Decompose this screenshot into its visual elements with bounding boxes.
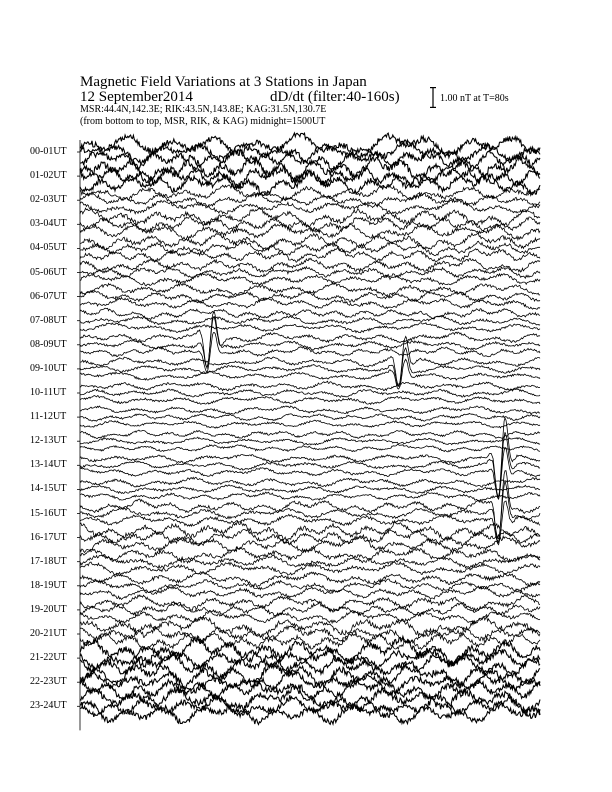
trace-rik	[80, 348, 540, 386]
hour-label: 12-13UT	[30, 435, 67, 447]
trace-kag	[80, 185, 540, 201]
trace-kag	[80, 337, 540, 387]
hour-label: 18-19UT	[30, 579, 67, 591]
trace-kag	[80, 636, 540, 667]
hour-label: 17-18UT	[30, 555, 67, 567]
trace-msr	[80, 536, 540, 552]
trace-rik	[80, 389, 540, 398]
trace-rik	[80, 193, 540, 208]
trace-msr	[80, 610, 540, 624]
hour-label: 09-10UT	[30, 362, 67, 374]
hour-label: 01-02UT	[30, 170, 67, 182]
hour-label: 11-12UT	[30, 411, 67, 423]
hour-label: 13-14UT	[30, 459, 67, 471]
trace-rik	[80, 413, 540, 421]
trace-msr	[80, 273, 540, 286]
trace-kag	[80, 572, 540, 587]
filter-label: dD/dt (filter:40-160s)	[270, 89, 400, 105]
stations-line: MSR:44.4N,142.3E; RIK:43.5N,143.8E; KAG:31.5N,130.7E	[80, 104, 327, 115]
hour-label: 15-16UT	[30, 507, 67, 519]
hour-label: 05-06UT	[30, 266, 67, 278]
trace-msr	[80, 444, 540, 452]
trace-msr	[80, 447, 540, 499]
hour-label: 07-08UT	[30, 314, 67, 326]
hour-label: 03-04UT	[30, 218, 67, 230]
trace-msr	[80, 420, 540, 428]
hour-label: 10-11UT	[30, 387, 67, 398]
station-order-line: (from bottom to top, MSR, RIK, & KAG) midnight=1500UT	[80, 116, 326, 127]
hour-label: 21-22UT	[30, 652, 67, 664]
trace-rik	[80, 579, 540, 593]
hour-label: 02-03UT	[30, 194, 67, 206]
hour-label: 20-21UT	[30, 628, 67, 639]
trace-msr	[80, 396, 540, 405]
trace-msr	[80, 492, 540, 501]
hour-label: 08-09UT	[30, 338, 67, 350]
trace-rik	[80, 624, 540, 644]
trace-kag	[80, 547, 540, 563]
trace-rik	[80, 437, 540, 445]
trace-kag	[80, 308, 540, 319]
chart-title: Magnetic Field Variations at 3 Stations in Japan	[80, 74, 367, 90]
hour-label: 23-24UT	[30, 700, 67, 712]
trace-kag	[80, 477, 540, 487]
trace-rik	[80, 291, 540, 303]
hour-label: 19-20UT	[30, 603, 67, 615]
hour-label: 06-07UT	[30, 290, 67, 302]
trace-msr	[80, 298, 540, 310]
trace-kag	[80, 208, 540, 228]
hour-label: 22-23UT	[30, 676, 67, 688]
trace-rik	[80, 316, 540, 325]
trace-rik	[80, 241, 540, 256]
trace-msr	[80, 323, 540, 333]
trace-kag	[80, 406, 540, 414]
scale-label: 1.00 nT at T=80s	[440, 93, 509, 104]
trace-rik	[80, 317, 540, 367]
date-label: 12 September2014	[80, 89, 193, 105]
hour-label: 04-05UT	[30, 242, 67, 254]
trace-rik	[80, 485, 540, 494]
trace-kag	[80, 381, 540, 391]
hour-label: 14-15UT	[30, 483, 67, 495]
hour-label: 00-01UT	[30, 146, 67, 157]
hour-label: 16-17UT	[30, 531, 67, 543]
trace-kag	[80, 430, 540, 438]
trace-msr	[80, 359, 540, 389]
